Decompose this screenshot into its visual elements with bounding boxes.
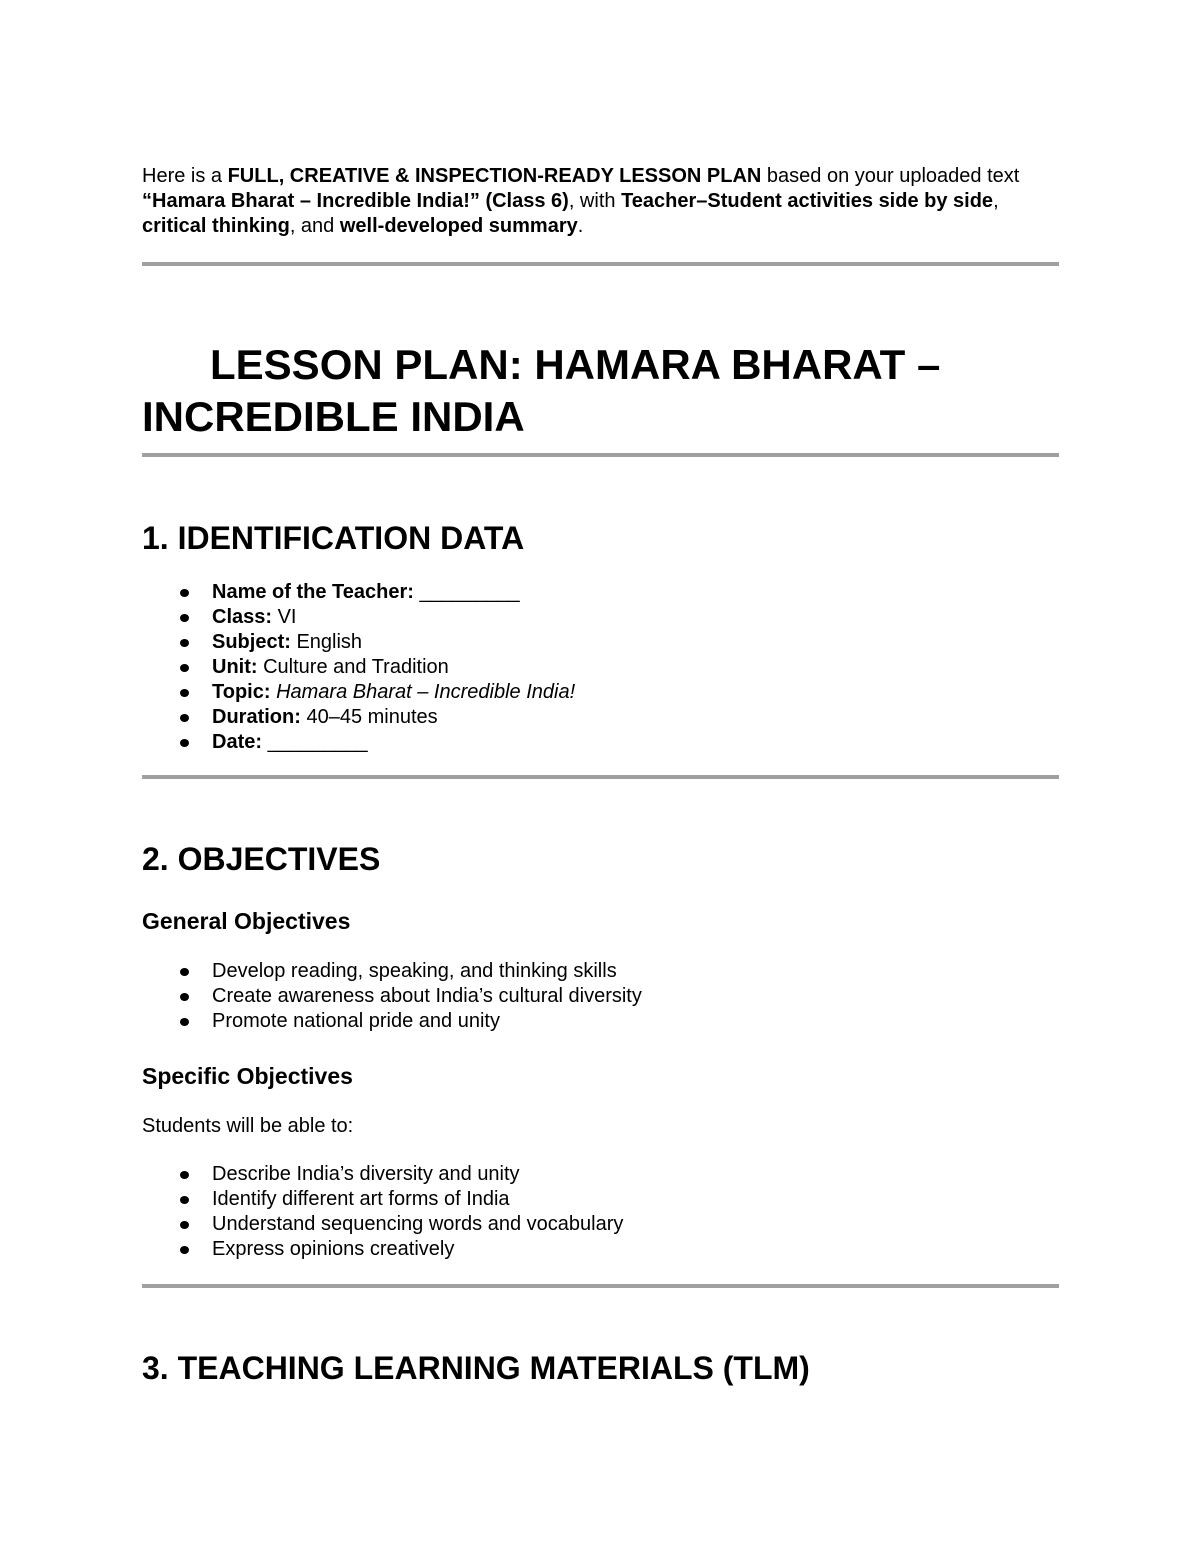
- list-item: [142, 1237, 623, 1262]
- field-value: _________: [413, 581, 520, 603]
- list-item: [142, 1162, 623, 1187]
- list-item: [142, 984, 642, 1009]
- field-value: _________: [262, 731, 368, 753]
- field-label: Name of the Teacher:: [212, 581, 414, 603]
- title-line-2: INCREDIBLE INDIA: [142, 393, 525, 440]
- bullet-icon: [180, 614, 189, 622]
- list-item: [142, 680, 575, 705]
- intro-text: Here is a: [142, 165, 228, 187]
- bullet-icon: [180, 968, 189, 976]
- field-label: Unit:: [212, 656, 258, 678]
- document-title: [142, 339, 1059, 443]
- list-item: [142, 655, 575, 680]
- field-label: Date:: [212, 731, 263, 753]
- bullet-icon: [180, 1196, 189, 1204]
- intro-emphasis: Teacher–Student activities side by side: [621, 190, 994, 212]
- horizontal-rule: [142, 775, 1059, 779]
- list-item: [142, 605, 575, 630]
- title-line-1: LESSON PLAN: HAMARA BHARAT –: [210, 341, 941, 388]
- list-item-text: Develop reading, speaking, and thinking skills: [212, 960, 617, 982]
- field-value: VI: [272, 606, 297, 628]
- section-heading-objectives: 2. OBJECTIVES: [142, 841, 381, 877]
- field-value: 40–45 minutes: [300, 706, 438, 728]
- list-item: [142, 705, 575, 730]
- section-heading-tlm: 3. TEACHING LEARNING MATERIALS (TLM): [142, 1350, 810, 1386]
- list-item: [142, 959, 642, 984]
- section-heading-identification: 1. IDENTIFICATION DATA: [142, 520, 525, 556]
- list-item-text: Promote national pride and unity: [212, 1010, 500, 1032]
- general-objectives-list: [142, 959, 642, 1034]
- list-item: [142, 630, 575, 655]
- intro-text: , with: [568, 190, 622, 212]
- field-label: Subject:: [212, 631, 291, 653]
- horizontal-rule: [142, 262, 1059, 266]
- list-item: [142, 1212, 623, 1237]
- bullet-icon: [180, 993, 189, 1001]
- list-item-text: Understand sequencing words and vocabulary: [212, 1213, 624, 1235]
- intro-paragraph: [142, 164, 1059, 239]
- intro-text: .: [577, 215, 584, 237]
- specific-objectives-list: [142, 1162, 623, 1262]
- intro-emphasis: well-developed summary: [339, 215, 578, 237]
- list-item-text: Create awareness about India’s cultural diversity: [212, 985, 642, 1007]
- bullet-icon: [180, 639, 189, 647]
- identification-list: [142, 580, 575, 755]
- field-value: English: [290, 631, 363, 653]
- bullet-icon: [180, 1171, 189, 1179]
- field-label: Topic:: [212, 681, 271, 703]
- intro-emphasis: “Hamara Bharat – Incredible India!” (Class 6): [142, 190, 569, 212]
- bullet-icon: [180, 589, 189, 597]
- list-item-text: Express opinions creatively: [212, 1238, 455, 1260]
- bullet-icon: [180, 664, 189, 672]
- list-item: [142, 1187, 623, 1212]
- list-item: [142, 1009, 642, 1034]
- intro-text: based on your uploaded text: [761, 165, 1020, 187]
- bullet-icon: [180, 1018, 189, 1026]
- specific-objectives-lead: Students will be able to:: [142, 1115, 354, 1137]
- intro-emphasis: critical thinking: [142, 215, 290, 237]
- bullet-icon: [180, 714, 189, 722]
- field-value: Culture and Tradition: [257, 656, 449, 678]
- list-item: [142, 580, 575, 605]
- intro-text: ,: [993, 190, 999, 212]
- field-label: Duration:: [212, 706, 301, 728]
- list-item-text: Identify different art forms of India: [212, 1188, 510, 1210]
- bullet-icon: [180, 739, 189, 747]
- list-item-text: Describe India’s diversity and unity: [212, 1163, 520, 1185]
- horizontal-rule: [142, 1284, 1059, 1288]
- subheading-general-objectives: General Objectives: [142, 908, 351, 934]
- bullet-icon: [180, 689, 189, 697]
- field-label: Class:: [212, 606, 273, 628]
- horizontal-rule: [142, 453, 1059, 457]
- bullet-icon: [180, 1246, 189, 1254]
- field-value: Hamara Bharat – Incredible India!: [270, 681, 576, 703]
- intro-emphasis: FULL, CREATIVE & INSPECTION-READY LESSON PLAN: [227, 165, 762, 187]
- subheading-specific-objectives: Specific Objectives: [142, 1063, 353, 1089]
- list-item: [142, 730, 575, 755]
- bullet-icon: [180, 1221, 189, 1229]
- intro-text: , and: [289, 215, 340, 237]
